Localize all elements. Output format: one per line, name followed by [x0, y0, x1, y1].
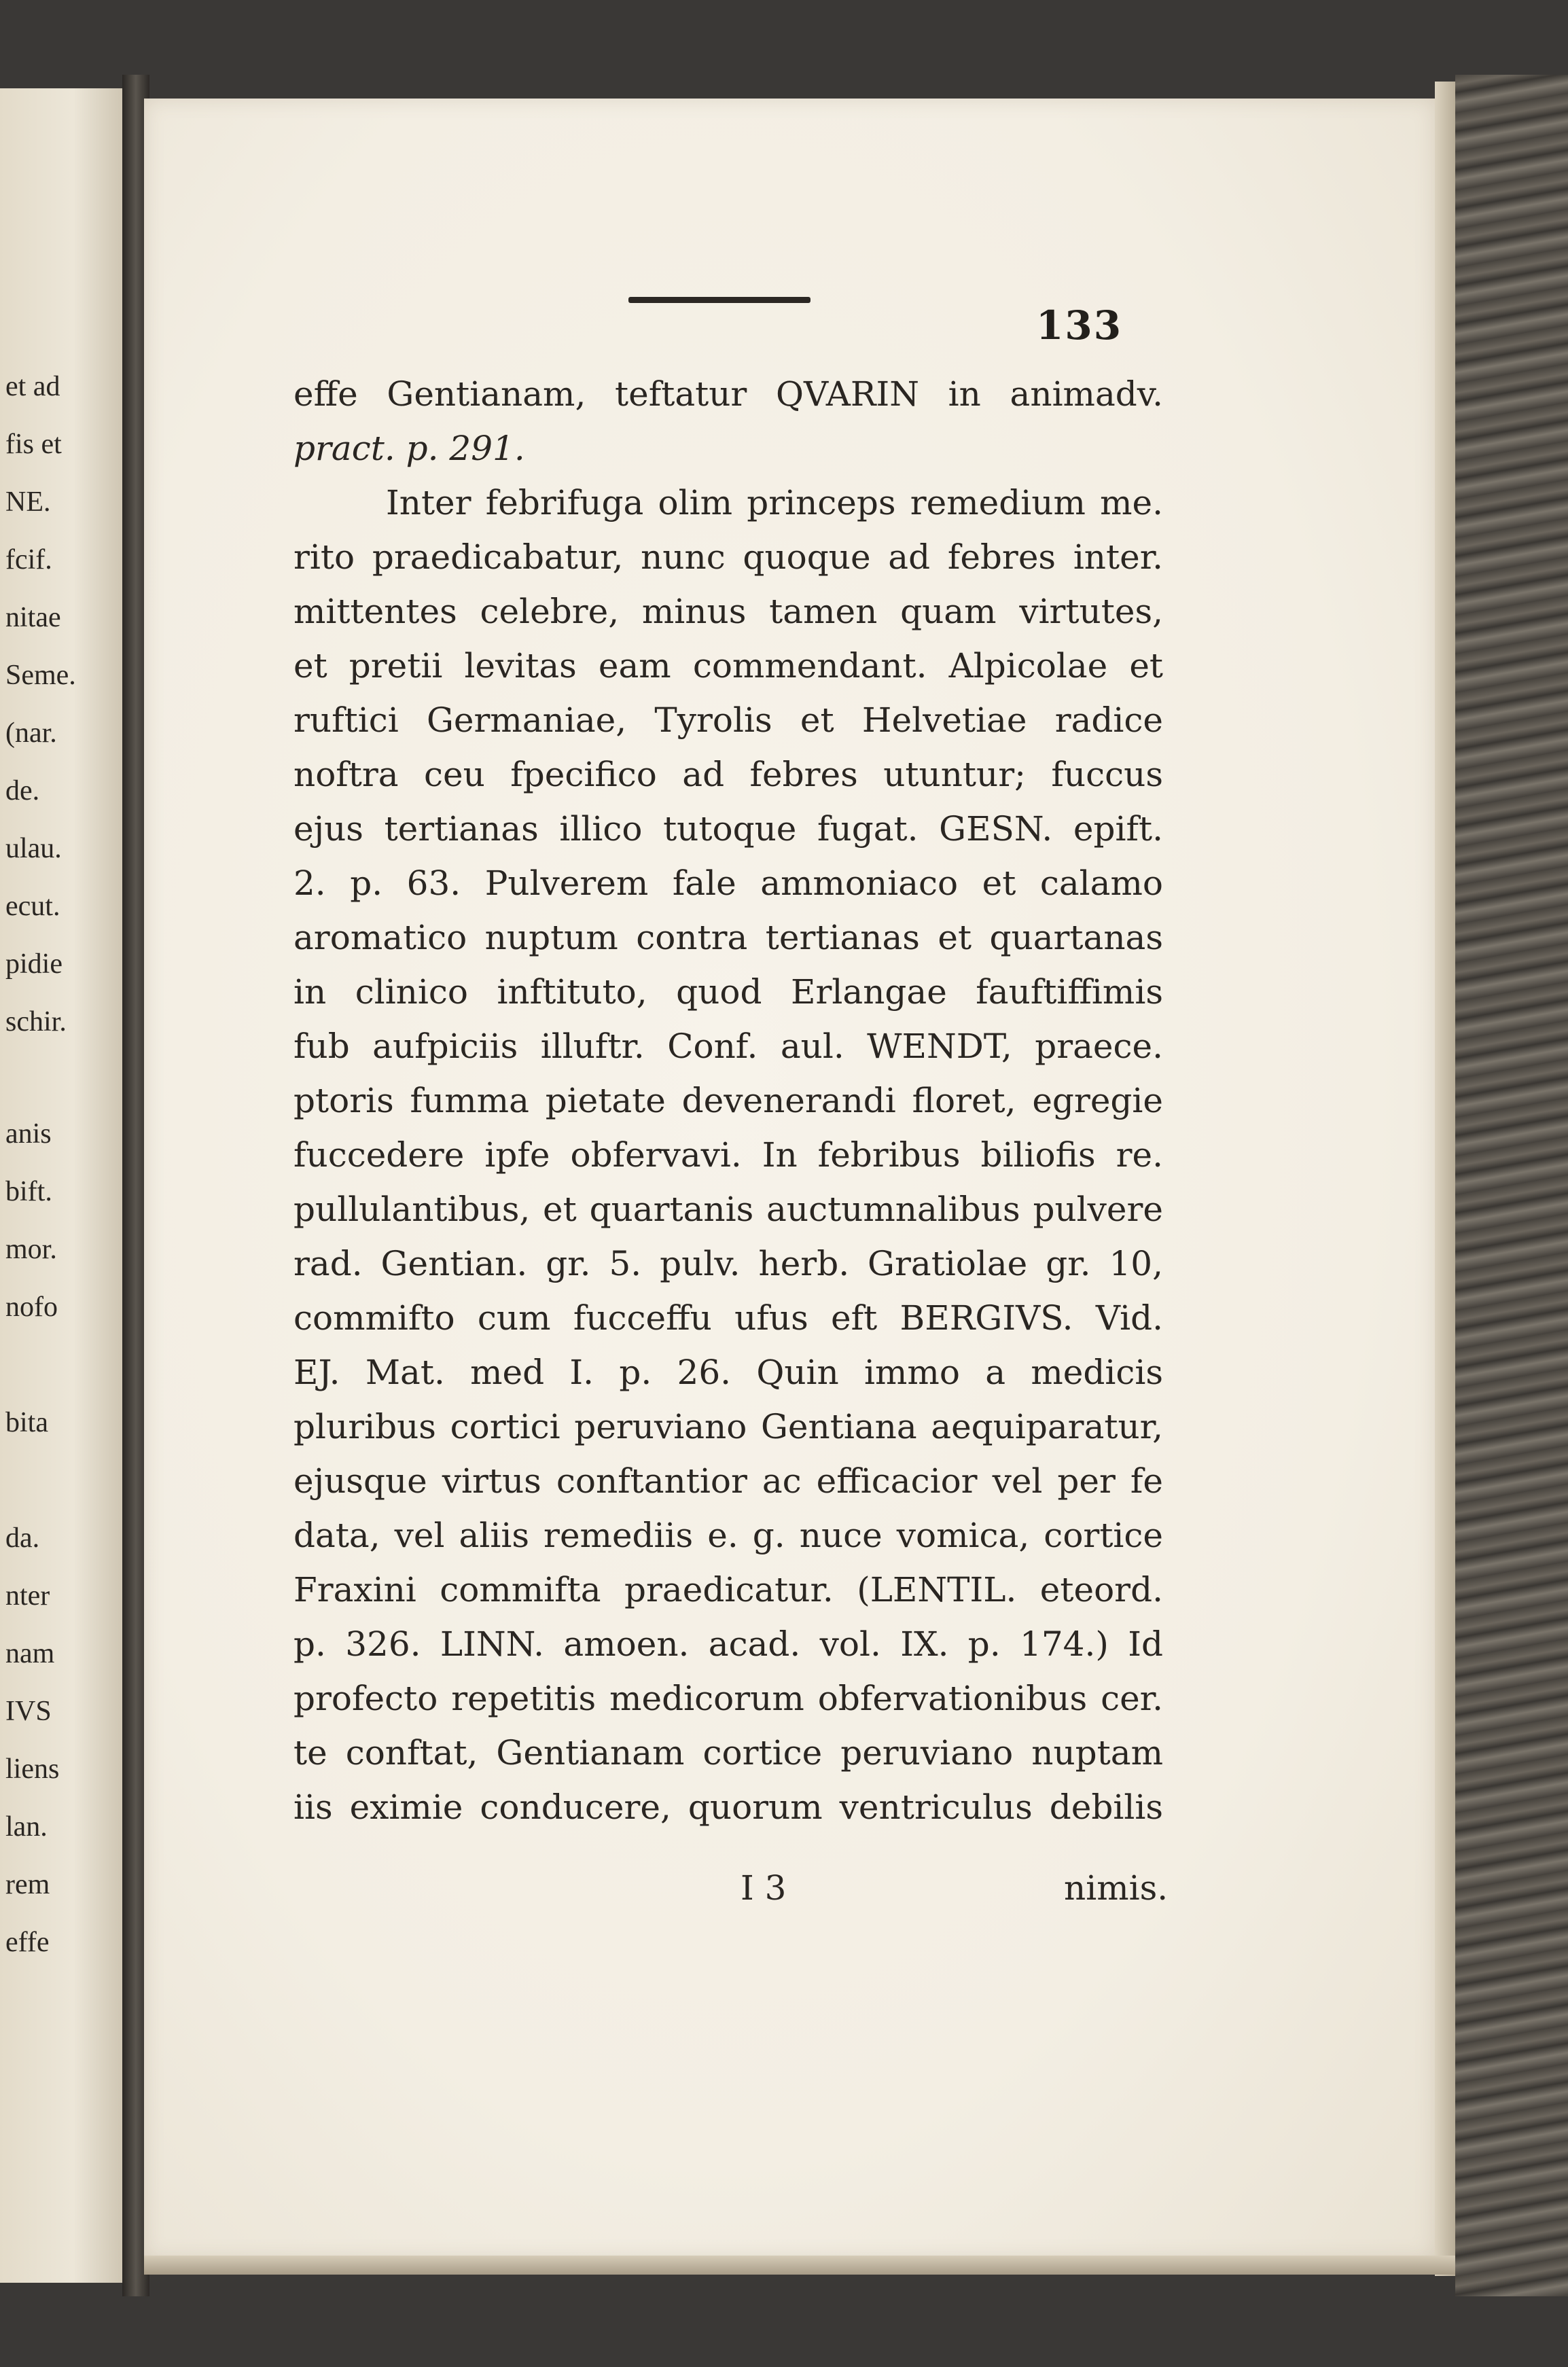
previous-page-text-fragment: lan.	[5, 1811, 48, 1843]
text-line: Inter febrifuga olim princeps remedium me.	[386, 483, 1163, 522]
text-line: aromatico nuptum contra tertianas et quartanas	[293, 918, 1163, 957]
previous-page-text-fragment: (nar.	[5, 717, 57, 749]
text-line: data, vel aliis remediis e. g. nuce vomica, cortice	[293, 1516, 1163, 1555]
previous-page-text-fragment: bift.	[5, 1176, 52, 1207]
previous-page-text-fragment: mor.	[5, 1234, 57, 1265]
previous-page-fragment	[0, 88, 122, 2283]
previous-page-text-fragment: effe	[5, 1927, 50, 1958]
text-line: Fraxini commifta praedicatur. (LENTIL. eteord.	[293, 1570, 1163, 1609]
text-line: rad. Gentian. gr. 5. pulv. herb. Gratiolae gr. 10,	[293, 1244, 1163, 1283]
previous-page-text-fragment: ulau.	[5, 833, 62, 864]
text-line: in clinico inftituto, quod Erlangae fauftiffimis	[293, 972, 1163, 1012]
previous-page-text-fragment: da.	[5, 1523, 40, 1554]
page-number: 133	[1036, 302, 1123, 349]
previous-page-text-fragment: fcif.	[5, 544, 52, 575]
previous-page-text-fragment: rem	[5, 1869, 50, 1900]
previous-page-text-fragment: bita	[5, 1407, 48, 1438]
page	[144, 99, 1435, 2259]
page-edge-right	[1435, 82, 1455, 2276]
previous-page-text-fragment: Seme.	[5, 660, 76, 691]
text-line: p. 326. LINN. amoen. acad. vol. IX. p. 174.) Id	[293, 1624, 1163, 1664]
text-line: mittentes celebre, minus tamen quam virtutes,	[293, 592, 1163, 631]
previous-page-text-fragment: et ad	[5, 371, 60, 402]
previous-page-text-fragment: nitae	[5, 602, 61, 633]
text-line: EJ. Mat. med I. p. 26. Quin immo a medicis	[293, 1353, 1163, 1392]
previous-page-text-fragment: liens	[5, 1754, 60, 1785]
text-line: ejus tertianas illico tutoque fugat. GESN. epift.	[293, 809, 1163, 849]
text-line: ptoris fumma pietate devenerandi floret, egregie	[293, 1081, 1163, 1120]
previous-page-text-fragment: IVS	[5, 1696, 52, 1727]
previous-page-text-fragment: pidie	[5, 948, 63, 980]
text-line: te conftat, Gentianam cortice peruviano nuptam	[293, 1733, 1163, 1773]
text-line: effe Gentianam, teftatur QVARIN in animadv.	[293, 374, 1163, 414]
text-line: commifto cum fucceffu ufus eft BERGIVS. Vid.	[293, 1298, 1163, 1338]
header-rule	[628, 297, 810, 303]
previous-page-text-fragment: schir.	[5, 1006, 67, 1037]
previous-page-text-fragment: de.	[5, 775, 40, 806]
previous-page-text-fragment: fis et	[5, 429, 62, 460]
page-edge-bottom	[144, 2256, 1455, 2275]
text-line: ejusque virtus conftantior ac efficacior vel per fe	[293, 1461, 1163, 1501]
text-line: profecto repetitis medicorum obfervationibus cer.	[293, 1679, 1163, 1718]
book-cover-board	[1455, 75, 1568, 2296]
text-line: pluribus cortici peruviano Gentiana aequiparatur,	[293, 1407, 1163, 1446]
text-line: iis eximie conducere, quorum ventriculus debilis	[293, 1787, 1163, 1827]
text-line: fub aufpiciis illuftr. Conf. aul. WENDT, praece.	[293, 1027, 1163, 1066]
previous-page-text-fragment: ecut.	[5, 891, 60, 922]
previous-page-text-fragment: nam	[5, 1638, 55, 1669]
previous-page-text-fragment: anis	[5, 1118, 52, 1150]
text-line: rito praedicabatur, nunc quoque ad febres inter.	[293, 537, 1163, 577]
text-line: fuccedere ipfe obfervavi. In febribus biliofis re.	[293, 1135, 1163, 1175]
previous-page-text-fragment: nofo	[5, 1292, 58, 1323]
text-line: et pretii levitas eam commendant. Alpicolae et	[293, 646, 1163, 686]
text-line: 2. p. 63. Pulverem fale ammoniaco et calamo	[293, 864, 1163, 903]
catchword: nimis.	[1064, 1868, 1169, 1908]
previous-page-text-fragment: nter	[5, 1580, 50, 1612]
text-line: pullulantibus, et quartanis auctumnalibus pulvere	[293, 1190, 1163, 1229]
text-line: pract. p. 291.	[293, 429, 525, 468]
text-line: ruftici Germaniae, Tyrolis et Helvetiae radice	[293, 700, 1163, 740]
text-line: noftra ceu fpecifico ad febres utuntur; fuccus	[293, 755, 1163, 794]
previous-page-text-fragment: NE.	[5, 486, 51, 518]
signature-mark: I 3	[741, 1868, 787, 1908]
